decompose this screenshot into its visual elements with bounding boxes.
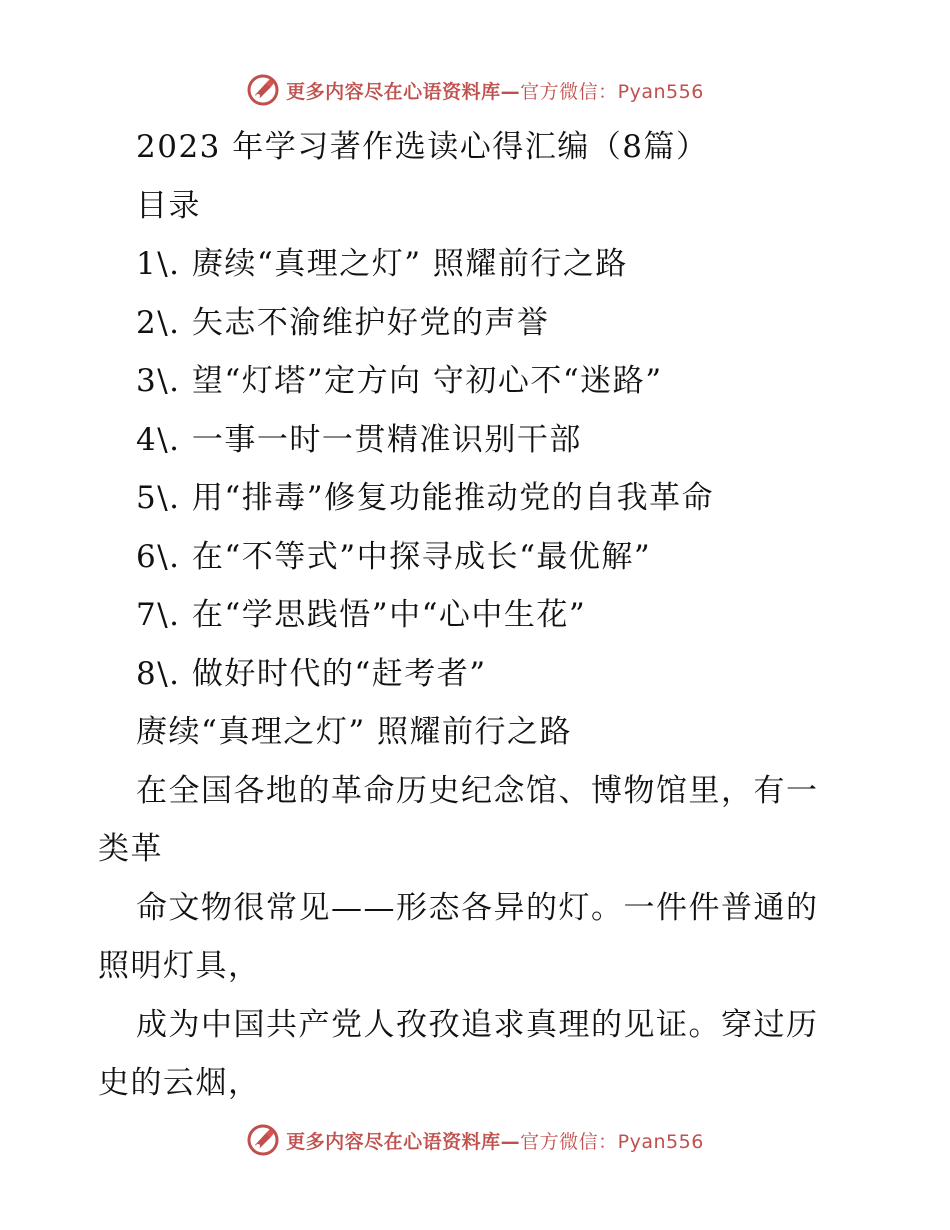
logo-icon: [246, 73, 280, 107]
watermark-banner-top: [0, 70, 950, 110]
body-line: 成为中国共产党人孜孜追求真理的见证。穿过历: [136, 1006, 819, 1043]
section-title: 赓续“真理之灯” 照耀前行之路: [136, 714, 573, 750]
document-body: [98, 118, 858, 1113]
document-title: 2023 年学习著作选读心得汇编（8篇）: [136, 129, 709, 165]
toc-item: 6\. 在“不等式”中探寻成长“最优解”: [136, 538, 652, 575]
body-line: 命文物很常见——形态各异的灯。一件件普通的: [136, 889, 819, 926]
body-line: 照明灯具，: [98, 948, 261, 984]
watermark-text: 更多内容尽在心语资料库—官方微信：Pyan556: [286, 1130, 704, 1153]
toc-item: 2\. 矢志不渝维护好党的声誉: [136, 304, 550, 341]
watermark-text: 更多内容尽在心语资料库—官方微信：Pyan556: [286, 80, 704, 103]
body-line: 在全国各地的革命历史纪念馆、博物馆里，有一: [136, 772, 819, 809]
toc-item: 8\. 做好时代的“赶考者”: [136, 655, 487, 692]
body-line: 史的云烟，: [98, 1065, 261, 1101]
toc-item: 7\. 在“学思践悟”中“心中生花”: [136, 597, 587, 633]
watermark-banner-bottom: [0, 1120, 950, 1160]
toc-item: 3\. 望“灯塔”定方向 守初心不“迷路”: [136, 363, 663, 399]
toc-item: 5\. 用“排毒”修复功能推动党的自我革命: [136, 480, 715, 516]
toc-item: 1\. 赓续“真理之灯” 照耀前行之路: [136, 246, 628, 282]
logo-icon: [246, 1123, 280, 1157]
toc-item: 4\. 一事一时一贯精准识别干部: [136, 421, 582, 458]
body-line: 类革: [98, 831, 163, 867]
toc-heading: 目录: [136, 187, 201, 224]
